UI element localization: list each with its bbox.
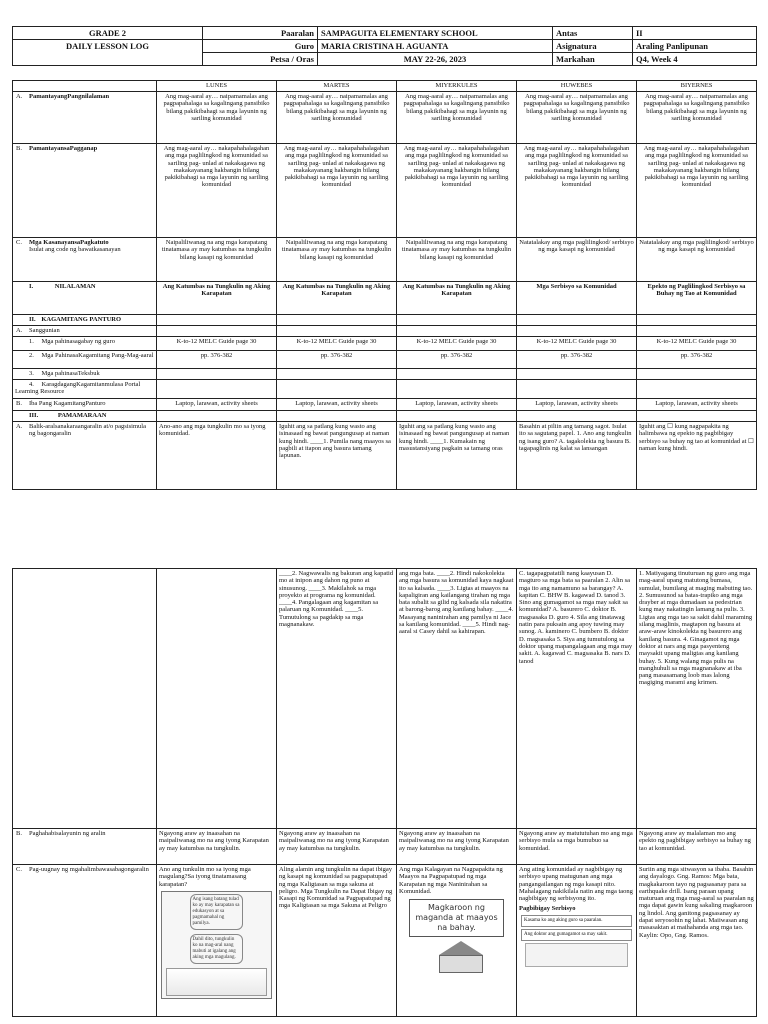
row-label-text: KAGAMITANG PANTURO <box>41 316 122 323</box>
empty-cell <box>517 315 637 326</box>
row-mark: B. <box>16 830 22 837</box>
day-header-huwebes: HUWEBES <box>517 81 637 92</box>
layunin-miyerkules: Ngayong araw ay inaasahan na maipaliwanag mo na ang iyong Karapatan ay may katumbas na tungkulin. <box>397 829 517 865</box>
empty-cell <box>157 380 277 399</box>
day-header-lunes: LUNES <box>157 81 277 92</box>
row-label-text: KaragdagangKagamitanmulasa Portal Learning Resource <box>15 381 141 396</box>
empty-cell <box>277 369 397 380</box>
continued-miyerkules: ang mga bata. ____2. Hindi nakokolekta ang mga basura sa komunidad kaya nagkaat ito sa kalsada. ____3. Ligtas at maayos na kapaligiran ang kailangang tirahan ng mga bata subalit sa gilid ng kalsada sila nakatira at barong-barog ang kanilang bahay. ____4. Masayang naninirahan ang pamilya ni Jace sa kanilang komunidad. ____5. Hindi nag-aaral si Casey dahil sa kahirapan. <box>397 569 517 829</box>
iba-pang-kagamitan-huwebes: Laptop, larawan, activity sheets <box>517 399 637 411</box>
empty-cell <box>277 380 397 399</box>
row-label-text: Sanggunian <box>29 327 60 334</box>
row-label-text: PamantayangPangnilalaman <box>29 93 110 100</box>
empty-cell <box>397 369 517 380</box>
kasanayan-martes: Naipaliliwanag na ang mga karapatang tinatamasa ay may katumbas na tungkulin bilang kasapi ng komunidad <box>277 238 397 282</box>
antas-label: Antas <box>553 27 633 40</box>
continued-huwebes: C. tagapagpatatili nang kaayusan D. magturo sa mga bata sa paaralan 2. Alin sa mga ito ang namamuno sa barangay? A. kapitan C. BHW B. kagawad D. tanod 3. Sino ang gumagamot sa mga may sakit sa komunidad? A. basurero C. doktor B. magsasaka D. guro 4. Sila ang tinatawag natin para puksain ang apoy tuwing may sunog. A. kaminero C. bumbero B. doktor D. magsasaka 5. Siya ang tumutulong sa doktor upang mapangalagaan ang mga may sakit. A. kagawad C. magsasaka B. nars D. tanod <box>517 569 637 829</box>
empty-cell <box>517 380 637 399</box>
speech-bubble-1: Ang isang batang tulad ko ay may karapatan sa edukasyon at sa pagmamahal ng pamilya. <box>190 894 244 930</box>
empty-cell <box>637 380 757 399</box>
day-header-martes: MARTES <box>277 81 397 92</box>
continued-lunes <box>157 569 277 829</box>
row-sublabel: Isulat ang code ng bawatkasanayan <box>29 246 121 254</box>
pag-uugnay-lunes-text: Ano ang tunkulin mo sa iyong mga magulang?Sa iyong tinatamasang karapatan? <box>159 866 251 888</box>
pagganap-biyernes: Ang mag-aaral ay… nakapahahalagahan ang mga paglilingkod ng komunidad sa sariling pag- unlad at nakakagawa ng makakayanang hakbangin bilang pakikibahagi sa mga layunin ng sariling komunidad <box>637 144 757 238</box>
row-label-text: PAMAMARAAN <box>57 412 107 419</box>
pagganap-lunes: Ang mag-aaral ay… nakapahahalagahan ang mga paglilingkod ng komunidad sa sariling pag- unlad at nakakagawa ng makakayanang hakbangin bilang pakikibahagi sa mga layunin ng sariling komunidad <box>157 144 277 238</box>
pangnilalaman-huwebes: Ang mag-aaral ay… naipamamalas ang pagpapahalaga sa kagalingang pansibiko bilang pakikibahagi sa mga layunin ng sariling komunidad <box>517 92 637 144</box>
kasanayan-miyerkules: Naipaliliwanag na ang mga karapatang tinatamasa ay may katumbas na tungkulin bilang kasapi ng komunidad <box>397 238 517 282</box>
row-label-text: Mga PahinasaKagamitang Pang-Mag-aaral <box>41 352 154 359</box>
row-label-text: NILALAMAN <box>54 283 96 290</box>
row-label-paghahabi-sa-layunin <box>13 829 157 865</box>
pangnilalaman-miyerkules: Ang mag-aaral ay… naipamamalas ang pagpapahalaga sa kagalingang pansibiko bilang pakikibahagi sa mga layunin ng sariling komunidad <box>397 92 517 144</box>
asignatura-label: Asignatura <box>553 40 633 53</box>
nilalaman-lunes: Ang Katumbas na Tungkulin ng Aking Karapatan <box>157 282 277 315</box>
gabay-lunes: K-to-12 MELC Guide page 30 <box>157 337 277 351</box>
empty-cell <box>397 380 517 399</box>
pag-uugnay-lunes <box>157 865 277 1017</box>
petsa-value: MAY 22-26, 2023 <box>318 53 553 66</box>
pagganap-huwebes: Ang mag-aaral ay… nakapahahalagahan ang mga paglilingkod ng komunidad sa sariling pag- unlad at nakakagawa ng makakayanang hakbangin bilang pakikibahagi sa mga layunin ng sariling komunidad <box>517 144 637 238</box>
row-mark: A. <box>16 93 23 100</box>
row-label-text: PamantayansaPagganap <box>29 145 98 152</box>
kasanayan-huwebes: Natatalakay ang mga paglilingkod/ serbisyo ng mga kasapi ng komunidad <box>517 238 637 282</box>
balik-aral-miyerkules: Iguhit ang sa patlang kung wasto ang isinasaad ng bawat pangungusap at naman kung hindi. ____1. Kumakain ng masustansiyang pagkain sa tamang oras <box>397 422 517 490</box>
row-label-iba-pang-kagamitan <box>13 399 157 411</box>
layunin-martes: Ngayong araw ay inaasahan na maipaliwanag mo na ang iyong Karapatan ay may katumbas na tungkulin. <box>277 829 397 865</box>
iba-pang-kagamitan-lunes: Laptop, larawan, activity sheets <box>157 399 277 411</box>
pahina-martes: pp. 376-382 <box>277 351 397 369</box>
pagganap-martes: Ang mag-aaral ay… nakapahahalagahan ang mga paglilingkod ng komunidad sa sariling pag- unlad at nakakagawa ng makakayanang hakbangin bilang pakikibahagi sa mga layunin ng sariling komunidad <box>277 144 397 238</box>
empty-cell <box>637 326 757 337</box>
row-label-text: Pag-uugnay ng mgahalimbawasabagongaralin <box>29 866 149 873</box>
pahina-huwebes: pp. 376-382 <box>517 351 637 369</box>
empty-cell <box>637 369 757 380</box>
service-caption-2: Ang doktor ang gumagamot sa may sakit. <box>521 929 632 941</box>
house-illustration <box>413 941 500 975</box>
pahina-biyernes: pp. 376-382 <box>637 351 757 369</box>
pag-uugnay-miyerkules <box>397 865 517 1017</box>
gabay-miyerkules: K-to-12 MELC Guide page 30 <box>397 337 517 351</box>
classroom-scene-image <box>166 968 267 996</box>
pag-uugnay-huwebes <box>517 865 637 1017</box>
empty-cell <box>277 315 397 326</box>
layunin-huwebes: Ngayong araw ay matututuhan mo ang mga serbisyo mula sa mga bumubuo sa komunidad. <box>517 829 637 865</box>
row-label-pamantayang-pangnilalaman <box>13 92 157 144</box>
iba-pang-kagamitan-miyerkules: Laptop, larawan, activity sheets <box>397 399 517 411</box>
service-people-illustration <box>525 943 628 967</box>
lesson-log-page-2 <box>0 560 768 1024</box>
day-header-biyernes: BIYERNES <box>637 81 757 92</box>
row-label-nilalaman <box>13 282 157 315</box>
nilalaman-miyerkules: Ang Katumbas na Tungkulin ng Aking Karapatan <box>397 282 517 315</box>
row-mark: II. <box>29 316 36 323</box>
petsa-label: Petsa / Oras <box>203 53 318 66</box>
row-mark: 3. <box>29 370 34 377</box>
empty-cell <box>397 411 517 422</box>
row-mark: A. <box>16 327 23 334</box>
row-label-kasanayan <box>13 238 157 282</box>
row-mark: 1. <box>29 338 34 345</box>
balik-aral-lunes: Ano-ano ang mga tungkulin mo sa iyong komunidad. <box>157 422 277 490</box>
row-label-sanggunian <box>13 326 157 337</box>
day-header-miyerkules: MIYERKULES <box>397 81 517 92</box>
row-mark: I. <box>29 283 34 290</box>
pangnilalaman-martes: Ang mag-aaral ay… naipamamalas ang pagpapahalaga sa kagalingang pansibiko bilang pakikibahagi sa mga layunin ng sariling komunidad <box>277 92 397 144</box>
pahina-miyerkules: pp. 376-382 <box>397 351 517 369</box>
row-label-text: Mga pahinasaTeksbuk <box>41 370 100 377</box>
row-label-teksbuk <box>13 369 157 380</box>
log-title: DAILY LESSON LOG <box>13 40 203 66</box>
row-mark: 2. <box>29 352 34 359</box>
row-label-portal-learning-resource <box>13 380 157 399</box>
empty-cell <box>517 411 637 422</box>
pagganap-miyerkules: Ang mag-aaral ay… nakapahahalagahan ang mga paglilingkod ng komunidad sa sariling pag- unlad at nakakagawa ng makakayanang hakbangin bilang pakikibahagi sa mga layunin ng sariling komunidad <box>397 144 517 238</box>
grade-label: GRADE 2 <box>13 27 203 40</box>
nilalaman-huwebes: Mga Serbisyo sa Komunidad <box>517 282 637 315</box>
gabay-biyernes: K-to-12 MELC Guide page 30 <box>637 337 757 351</box>
empty-cell <box>517 326 637 337</box>
pag-uugnay-martes: Aling alamin ang tungkulin na dapat ibigay ng kasapi ng komunidad sa pagpapatupad ng mga Kaligtasan sa mga sakuna at peligro. Mga Tungkulin na Dapat Ibigay ng Kasapi ng Komunidad sa Pagpapatupad ng mga Kaligtasan sa mga Sakuna at Peligro <box>277 865 397 1017</box>
iba-pang-kagamitan-martes: Laptop, larawan, activity sheets <box>277 399 397 411</box>
empty-cell <box>157 369 277 380</box>
speech-bubbles-illustration <box>161 891 272 999</box>
layunin-biyernes: Ngayong araw ay malalaman mo ang epekto ng pagbibigay serbisyo sa buhay ng tao at komunidad. <box>637 829 757 865</box>
pag-uugnay-huwebes-text: Ang ating komunidad ay nagbibigay ng serbisyo upang matugunan ang mga pangangailangan ng mga kasapi nito. Mahalagang nakikilala natin ang mga taong nagbibigay ng serbisyong ito. <box>519 866 633 903</box>
balik-aral-biyernes: Iguhit ang ☐ kung nagpapakita ng halimbawa ng epekto ng pagbibigay serbisyo sa buhay ng tao at komunidad at ☐ naman kung hindi. <box>637 422 757 490</box>
empty-cell <box>637 315 757 326</box>
gabay-huwebes: K-to-12 MELC Guide page 30 <box>517 337 637 351</box>
school-name: SAMPAGUITA ELEMENTARY SCHOOL <box>318 27 553 40</box>
row-mark: B. <box>16 145 22 152</box>
empty-cell <box>517 369 637 380</box>
row-label-pamamaraan <box>13 411 157 422</box>
empty-cell <box>157 411 277 422</box>
continued-biyernes: 1. Matiyagang tinuturuan ng guro ang mga mag-aaral upang matutong bumasa, sumulat, bumilang at maging mabuting tao. 2. Sumusunod sa batas-trapiko ang mga drayber at mga dumadaan sa pedestrian kung may nakatingin lamang na pulis. 3. Ligtas ang mga tao sa sakit dahil maraming silang maglinis, magtapon ng basura at araw-araw kinokolekta ng basurero ang kanilang basura. 4. Ginagamot ng mga doktor at nars ang mga pasyenteng maysakit upang maligtas ang kanilang buhay. 5. Kung walang mga pulis na manghuhuli sa mga magnanakaw at iba pang masasamang loob mas lalong magiging marami ang krimen. <box>637 569 757 829</box>
nilalaman-biyernes: Epekto ng Paglilingkod Serbisyo sa Buhay ng Tao at Komunidad <box>637 282 757 315</box>
empty-cell <box>397 326 517 337</box>
pag-uugnay-miyerkules-text: Ang mga Kalagayan na Nagpapakita ng Maayos na Pagpapatupad ng mga Karapatan ng mga Naninirahan sa Komunidad. <box>399 866 503 895</box>
guro-label: Guro <box>203 40 318 53</box>
row-mark: B. <box>16 400 22 407</box>
empty-cell <box>637 411 757 422</box>
row-label-kagamitang-panturo <box>13 315 157 326</box>
guro-name: MARIA CRISTINA H. AGUANTA <box>318 40 553 53</box>
row-label-gabay-ng-guro <box>13 337 157 351</box>
kasanayan-biyernes: Natatalakay ang mga paglilingkod/ serbisyo ng mga kasapi ng komunidad <box>637 238 757 282</box>
balik-aral-martes: Iguhit ang sa patlang kung wasto ang isinasaad ng bawat pangungusap at naman kung hindi. ____1. Pumila nang maayos sa pagbili at itapon ang basura tamang lapunan. <box>277 422 397 490</box>
empty-cell <box>277 326 397 337</box>
row-label-text: Balik-aralsanakaraangaralin at/o pagsisimula ng bagongaralin <box>29 423 146 438</box>
row-label-text: Mga KasanayansaPagkatuto <box>29 239 109 246</box>
empty-cell <box>277 411 397 422</box>
continued-label-cell <box>13 569 157 829</box>
empty-cell <box>157 315 277 326</box>
empty-cell <box>157 326 277 337</box>
iba-pang-kagamitan-biyernes: Laptop, larawan, activity sheets <box>637 399 757 411</box>
balik-aral-huwebes: Basahin at piliin ang tamang sagot. Isulat ito sa sagutang papel. 1. Ano ang tungkulin ng isang guro? A. tagakolekta ng basura B. tagapaglinis ng kalat sa lansangan <box>517 422 637 490</box>
markahan-value: Q4, Week 4 <box>633 53 757 66</box>
row-label-text: Iba Pang KagamitangPanturo <box>29 400 106 407</box>
row-label-text: Mga pahinasagabay ng guro <box>41 338 115 345</box>
row-label-kagamitang-pang-mag-aaral <box>13 351 157 369</box>
house-walls-shape <box>439 955 483 973</box>
pangnilalaman-lunes: Ang mag-aaral ay… naipamamalas ang pagpapahalaga sa kagalingang pansibiko bilang pakikibahagi sa mga layunin ng sariling komunidad <box>157 92 277 144</box>
pagbibigay-serbisyo-title: Pagbibigay Serbisyo <box>519 905 576 913</box>
lesson-table <box>12 80 757 490</box>
antas-value: II <box>633 27 757 40</box>
speech-bubble-2: Dahil dito, tungkulin ko na mag-aral nang mabuti at igalang ang aking mga magulang. <box>190 934 244 964</box>
row-mark: A. <box>16 423 23 430</box>
row-mark: III. <box>29 412 39 419</box>
pangnilalaman-biyernes: Ang mag-aaral ay… naipamamalas ang pagpapahalaga sa kagalingang pansibiko bilang pakikibahagi sa mga layunin ng sariling komunidad <box>637 92 757 144</box>
row-mark: C. <box>16 239 22 246</box>
page-gap <box>0 530 768 560</box>
pahina-lunes: pp. 376-382 <box>157 351 277 369</box>
house-roof-shape <box>439 941 483 955</box>
gabay-martes: K-to-12 MELC Guide page 30 <box>277 337 397 351</box>
row-label-pamantayan-sa-pagganap <box>13 144 157 238</box>
school-label: Paaralan <box>203 27 318 40</box>
nilalaman-martes: Ang Katumbas na Tungkulin ng Aking Karapatan <box>277 282 397 315</box>
row-label-text: Paghahabisalayunin ng aralin <box>29 830 106 837</box>
asignatura-value: Araling Panlipunan <box>633 40 757 53</box>
corner-cell <box>13 81 157 92</box>
row-mark: C. <box>16 866 22 873</box>
house-caption-sign: Magkaroon ng maganda at maayos na bahay. <box>409 899 504 937</box>
row-mark: 4. <box>29 381 34 388</box>
row-label-balik-aral <box>13 422 157 490</box>
header-table <box>12 26 757 66</box>
service-caption-1: Kasama ko ang aking guro sa paaralan. <box>521 915 632 927</box>
continued-martes: ____2. Nagwawalis ng bakuran ang kapatid mo at inipon ang dahon ng puno at sinusunog. ____3. Makilahok sa mga proyekto at programa ng komunidad. ____4. Pangalagaan ang kagamitan sa palaruan ng Komunidad. ____5. Tumutulong sa pagdakip sa mga magnanakaw. <box>277 569 397 829</box>
kasanayan-lunes: Naipaliliwanag na ang mga karapatang tinatamasa ay may katumbas na tungkulin bilang kasapi ng komunidad <box>157 238 277 282</box>
row-label-pag-uugnay <box>13 865 157 1017</box>
layunin-lunes: Ngayong araw ay inaasahan na maipaliwanag mo na ang iyong Karapatan ay may katumbas na tungkulin. <box>157 829 277 865</box>
empty-cell <box>397 315 517 326</box>
markahan-label: Markahan <box>553 53 633 66</box>
lesson-table-continued <box>12 568 757 1017</box>
pag-uugnay-biyernes: Suriin ang mga sitwasyon sa ibaba. Basahin ang dayalogo. Gng. Ramos: Mga bata, magkakaroon tayo ng pagsasanay para sa earthquake drill. Isang paraan upang maturuan ang mga mag-aaral sa paaralan ng mga dapat gawin kung sakaling magkaroon ng lindol. Ang ganitong pagsasanay ay dapat seryosohin ng lahat. Maiiwasan ang masasaktan at maihahanda ang mga tao. Kaylin: Opo, Gng. Ramos. <box>637 865 757 1017</box>
